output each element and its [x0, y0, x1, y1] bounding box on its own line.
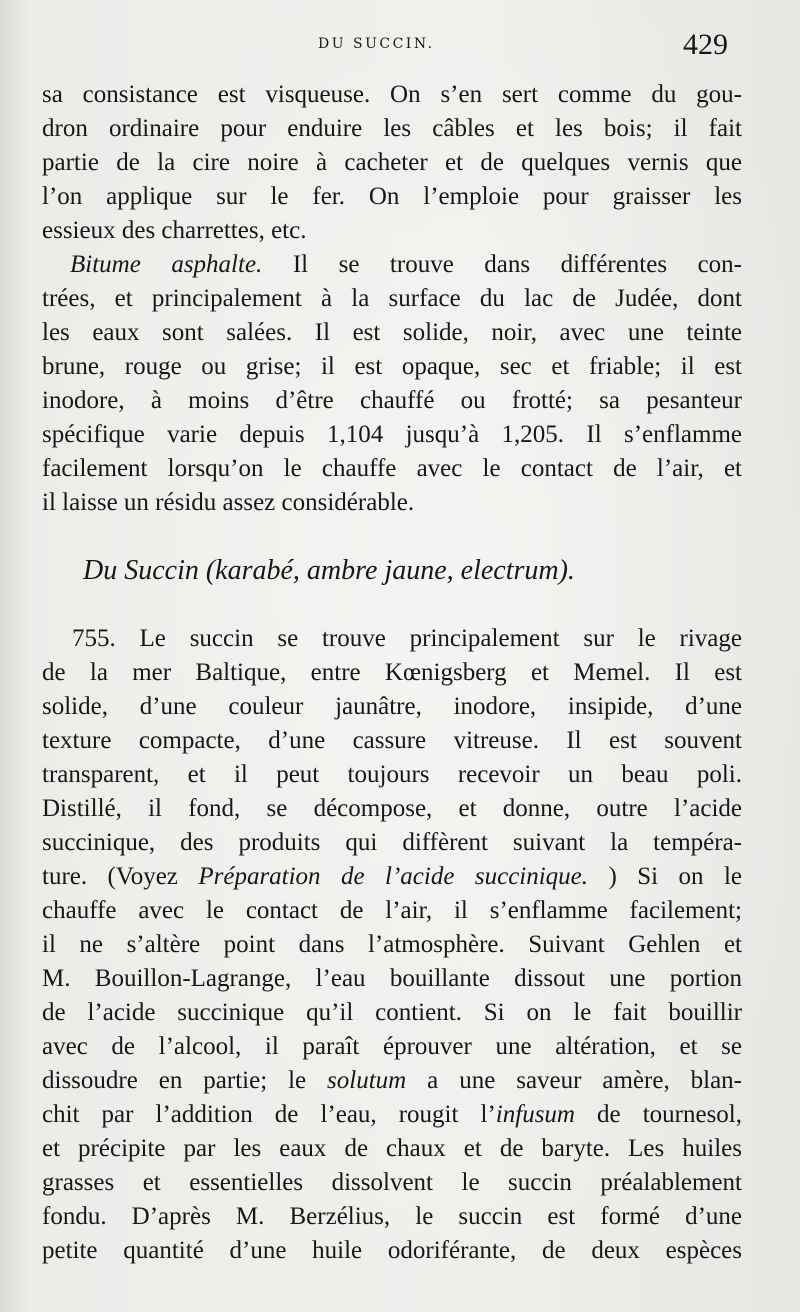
term-infusum: infusum	[495, 1101, 575, 1128]
text-span: dissoudre en partie; le	[42, 1067, 328, 1094]
text-line: chauffe avec le contact de l’air, il s’enflamme facilement;	[42, 897, 742, 924]
text-line: dron ordinaire pour enduire les câbles et les bois; il fait	[42, 115, 742, 142]
text-span: de tournesol,	[574, 1101, 742, 1128]
text-line-with-reference	[42, 859, 742, 895]
text-line: partie de la cire noire à cacheter et de quelques vernis que	[42, 149, 742, 176]
text-line: succinique, des produits qui diffèrent suivant la tempéra-	[42, 829, 742, 856]
text-line: sa consistance est visqueuse. On s’en sert comme du gou-	[42, 81, 742, 108]
cross-reference: Préparation de l’acide succinique.	[198, 863, 589, 890]
text-line: inodore, à moins d’être chauffé ou frotté; sa pesanteur	[42, 387, 742, 414]
text-line: essieux des charrettes, etc.	[42, 217, 307, 244]
text-line: brune, rouge ou grise; il est opaque, sec et friable; il est	[42, 353, 742, 380]
text-line: de l’acide succinique qu’il contient. Si on le fait bouillir	[42, 999, 742, 1026]
text-span: a une saveur amère, blan-	[406, 1067, 742, 1094]
text-line: il ne s’altère point dans l’atmosphère. Suivant Gehlen et	[42, 931, 742, 958]
text-line: avec de l’alcool, il paraît éprouver une altération, et se	[42, 1033, 742, 1060]
text-span: ) Si on le	[608, 863, 743, 890]
paragraph-first-line	[70, 247, 742, 283]
paragraph-first-line: 755. Le succin se trouve principalement sur le rivage	[72, 625, 742, 652]
running-header: DU SUCCIN.	[318, 36, 435, 52]
text-line: grasses et essentielles dissolvent le succin préalablement	[42, 1169, 742, 1196]
text-line: et précipite par les eaux de chaux et de baryte. Les huiles	[42, 1135, 742, 1162]
text-line: de la mer Baltique, entre Kœnigsberg et Memel. Il est	[42, 659, 742, 686]
term-solutum: solutum	[327, 1067, 407, 1094]
text-line-with-term	[42, 1097, 742, 1133]
text-line: texture compacte, d’une cassure vitreuse. Il est souvent	[42, 727, 742, 754]
text-line-with-term	[42, 1063, 742, 1099]
text-line: petite quantité d’une huile odoriférante, de deux espèces	[42, 1237, 742, 1264]
text-line: transparent, et il peut toujours recevoir un beau poli.	[42, 761, 742, 788]
text-line: facilement lorsqu’on le chauffe avec le contact de l’air, et	[42, 455, 742, 482]
text-line: il laisse un résidu assez considérable.	[42, 489, 415, 516]
text-span: ture. (Voyez	[42, 863, 199, 890]
text-line: spécifique varie depuis 1,104 jusqu’à 1,205. Il s’enflamme	[42, 421, 742, 448]
text-line: fondu. D’après M. Berzélius, le succin est formé d’une	[42, 1203, 742, 1230]
text-line: solide, d’une couleur jaunâtre, inodore, insipide, d’une	[42, 693, 742, 720]
text-line: les eaux sont salées. Il est solide, noir, avec une teinte	[42, 319, 742, 346]
section-heading: Du Succin (karabé, ambre jaune, electrum).	[83, 555, 575, 586]
text-span: chit par l’addition de l’eau, rougit l’	[42, 1101, 496, 1128]
text-line: trées, et principalement à la surface du lac de Judée, dont	[42, 285, 742, 312]
page-number: 429	[683, 28, 728, 61]
text-line: M. Bouillon-Lagrange, l’eau bouillante dissout une portion	[42, 965, 742, 992]
text-line: Distillé, il fond, se décompose, et donne, outre l’acide	[42, 795, 742, 822]
text-line: l’on applique sur le fer. On l’emploie pour graisser les	[42, 183, 742, 210]
term-bitume-asphalte: Bitume asphalte.	[70, 251, 263, 278]
text-span: Il se trouve dans différentes con-	[292, 251, 743, 278]
